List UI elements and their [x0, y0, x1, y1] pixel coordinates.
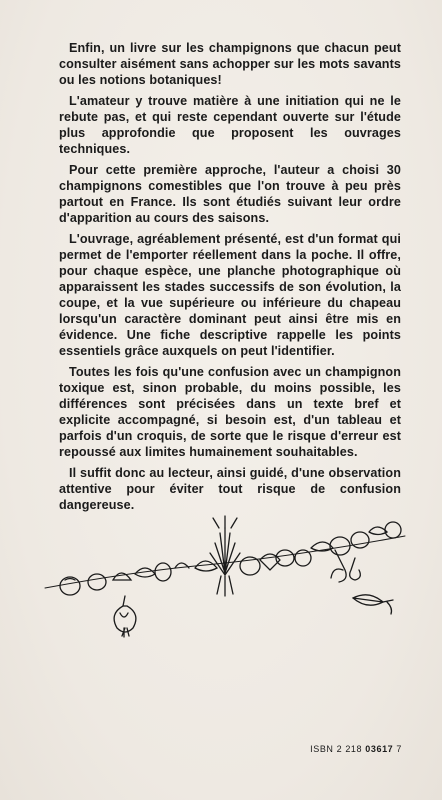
isbn-check-digit: 7 — [396, 744, 402, 754]
isbn-bold-part: 03617 — [365, 744, 394, 754]
paragraph-5: Toutes les fois qu'une confusion avec un champignon toxique est, sinon probable, du moins possible, les différences sont précisées dans un texte bref et explicite accompagné, si besoin est, d'un tableau et parfois d'un croquis, de sorte que le risque d'erreur est repoussé aux limites humainement souhaitables. — [59, 365, 401, 459]
paragraph-2: L'amateur y trouve matière à une initiation qui ne le rebute pas, et qui reste cependant ouverte sur l'étude plus approfondie que proposent les ouvrages techniques. — [59, 94, 401, 156]
paragraph-3: Pour cette première approche, l'auteur a choisi 30 champignons comestibles que l'on trouve à peu près partout en France. Ils sont étudiés suivant leur ordre d'apparition au cours des saisons. — [59, 163, 401, 225]
mushroom-skewer-illustration — [35, 488, 415, 638]
paragraph-4: L'ouvrage, agréablement présenté, est d'un format qui permet de l'emporter réellement dans la poche. Il offre, pour chaque espèce, une planche photographique où apparaissent les stades successifs de son évolution, la coupe, et la vue supérieure ou inférieure du chapeau lorsqu'un caractère dominant peut ainsi être mis en évidence. Une fiche descriptive rappelle les points essentiels grâce auxquels on peut l'identifier. — [59, 232, 401, 358]
blurb-text — [59, 40, 401, 518]
paragraph-6: Il suffit donc au lecteur, ainsi guidé, d'une observation attentive pour éviter tout risque de confusion dangereuse. — [59, 466, 401, 512]
isbn-prefix: ISBN 2 218 — [310, 744, 363, 754]
paragraph-1: Enfin, un livre sur les champignons que chacun peut consulter aisément sans achopper sur les mots savants ou les notions botaniques! — [59, 41, 401, 87]
isbn-label — [310, 744, 402, 754]
